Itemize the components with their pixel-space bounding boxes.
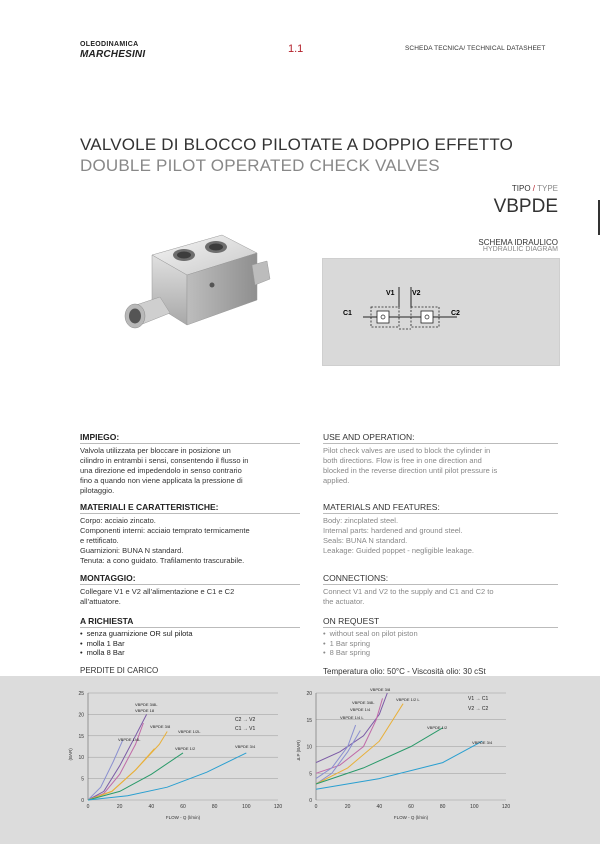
oil-temperature-it: Temperatura olio: 50°C - Viscosità olio: 30 cSt	[323, 666, 486, 676]
section-richiesta-heading: A RICHIESTA	[80, 616, 134, 626]
series-line	[316, 725, 356, 779]
divider	[80, 627, 300, 628]
series-line	[316, 728, 443, 784]
type-label-en: TYPE	[537, 184, 558, 193]
divider	[323, 627, 558, 628]
title-italian: VALVOLE DI BLOCCO PILOTATE A DOPPIO EFFETTO	[80, 135, 514, 154]
series-label: VBPDE 3/8L	[352, 700, 375, 705]
port-v1: V1	[386, 290, 395, 297]
type-label-it: TIPO	[511, 184, 531, 193]
y-tick-label: 15	[306, 717, 312, 724]
x-tick-label: 120	[501, 804, 511, 810]
text-line: Tenuta: a cono guidato. Trafilamento trascurabile.	[80, 556, 245, 565]
model-code: VBPDE	[493, 196, 558, 217]
series-label: VBPDE 3/8	[150, 724, 171, 729]
right-column	[323, 432, 558, 688]
valve-product-image	[112, 215, 272, 365]
section-use-heading: USE AND OPERATION:	[323, 432, 415, 442]
x-tick-label: 60	[408, 804, 414, 810]
series-label: VBPDE 1/2	[175, 746, 196, 751]
y-tick-label: 25	[78, 691, 84, 697]
text-line: applied.	[323, 476, 350, 485]
section-use-body	[323, 446, 558, 486]
text-line: Body: zincplated steel.	[323, 516, 399, 525]
series-label: VBPDE 1/4	[350, 707, 371, 712]
y-axis-label: Δ P (BAR)	[296, 740, 301, 761]
text-line: Guarnizioni: BUNA N standard.	[80, 546, 184, 555]
x-tick-label: 80	[211, 804, 218, 810]
text-line: both directions. Flow is free in one direction and	[323, 456, 482, 465]
list-item: • molla 8 Bar	[80, 648, 300, 658]
port-c1: C1	[343, 310, 352, 317]
text-line: Seals: BUNA N standard.	[323, 536, 408, 545]
x-tick-label: 20	[344, 804, 351, 810]
list-item: • 8 Bar spring	[323, 648, 558, 658]
x-tick-label: 40	[376, 804, 383, 810]
section-impiego-body	[80, 446, 300, 496]
list-item: • senza guarnizione OR sul pilota	[80, 629, 300, 639]
series-label: VBPDE 1/2L	[178, 729, 201, 734]
brand-logo: MARCHESINI	[80, 49, 146, 60]
list-item: • molla 1 Bar	[80, 639, 300, 649]
list-item: • 1 Bar spring	[323, 639, 558, 649]
text-line: all’attuatore.	[80, 597, 121, 606]
text-line: fino a quando non viene applicata la pressione di	[80, 476, 243, 485]
legend-entry: C2 → V2	[235, 717, 256, 723]
x-axis-label: FLOW - Q (l/min)	[393, 815, 429, 820]
richiesta-list	[80, 629, 300, 658]
x-tick-label: 20	[116, 804, 123, 810]
port-v2: V2	[412, 290, 421, 297]
text-line: Collegare V1 e V2 all’alimentazione e C1 e C2	[80, 587, 235, 596]
x-tick-label: 40	[148, 804, 155, 810]
schema-title: SCHEMA IDRAULICO	[478, 238, 558, 247]
section-montaggio-heading: MONTAGGIO:	[80, 573, 136, 583]
x-tick-label: 100	[242, 804, 251, 810]
legend-entry: V1 → C1	[468, 696, 489, 702]
section-impiego-heading: IMPIEGO:	[80, 432, 120, 442]
series-line	[88, 753, 246, 800]
brand-top: OLEODINAMICA	[80, 41, 139, 48]
y-tick-label: 10	[78, 755, 84, 762]
text-line: Internal parts: hardened and ground steel.	[323, 526, 463, 535]
y-tick-label: 20	[78, 712, 84, 719]
divider	[323, 513, 558, 514]
pressure-drop-chart-right	[296, 676, 570, 836]
y-tick-label: 5	[81, 776, 84, 783]
section-materials-body	[323, 516, 558, 556]
series-label: VBPDE 3/8	[370, 687, 391, 692]
x-tick-label: 100	[470, 804, 479, 810]
type-label-slash: /	[532, 184, 536, 193]
x-tick-label: 60	[180, 804, 186, 810]
series-label: VBPDE 18	[135, 708, 155, 713]
divider	[80, 513, 300, 514]
text-line: Pilot check valves are used to block the cylinder in	[323, 446, 491, 455]
text-line: pilotaggio.	[80, 486, 115, 495]
section-request-heading: ON REQUEST	[323, 616, 380, 626]
section-connections-body	[323, 587, 558, 607]
y-tick-label: 20	[306, 691, 312, 697]
y-axis-label: (BAR)	[68, 748, 73, 761]
y-tick-label: 0	[309, 798, 312, 804]
hydraulic-schematic	[323, 259, 559, 365]
text-line: una direzione ed impedendolo in senso contrario	[80, 466, 242, 475]
series-label: VBPDE 3/8L	[135, 702, 158, 707]
section-materials-heading: MATERIALS AND FEATURES:	[323, 502, 440, 512]
x-tick-label: 80	[439, 804, 446, 810]
x-tick-label: 0	[86, 804, 90, 810]
series-label: VBPDE 1/2	[427, 725, 448, 730]
y-tick-label: 5	[309, 771, 312, 778]
text-line: Leakage: Guided poppet - negligible leakage.	[323, 546, 474, 555]
text-line: e rettificato.	[80, 536, 119, 545]
text-line: Componenti interni: acciaio temprato termicamente	[80, 526, 250, 535]
text-line: blocked in the reverse direction until pilot pressure is	[323, 466, 498, 475]
list-item: • without seal on pilot piston	[323, 629, 558, 639]
title-english: DOUBLE PILOT OPERATED CHECK VALVES	[80, 156, 440, 175]
section-montaggio-body	[80, 587, 300, 607]
x-tick-label: 120	[273, 804, 283, 810]
hydraulic-diagram	[322, 258, 560, 366]
series-label: VBPDE 3/4	[235, 744, 256, 749]
page-number: 1.1	[288, 43, 304, 55]
y-tick-label: 0	[81, 798, 84, 804]
divider	[80, 443, 300, 444]
y-tick-label: 10	[306, 744, 312, 751]
sheet-label: SCHEDA TECNICA/ TECHNICAL DATASHEET	[405, 45, 546, 52]
section-connections-heading: CONNECTIONS:	[323, 573, 389, 583]
y-tick-label: 15	[78, 733, 84, 740]
section-materiali-body	[80, 516, 300, 566]
divider	[323, 443, 558, 444]
series-label: VBPDE 1/4L	[118, 737, 141, 742]
divider	[323, 584, 558, 585]
text-line: cilindro in entrambi i sensi, consentendo il flusso in	[80, 456, 249, 465]
legend-entry: C1 → V1	[235, 726, 256, 732]
request-list	[323, 629, 558, 658]
divider	[80, 584, 300, 585]
text-line: the actuator.	[323, 597, 365, 606]
series-label: VBPDE 1/2 L	[396, 697, 420, 702]
pressure-drop-heading: PERDITE DI CARICO	[80, 665, 159, 675]
section-materiali-heading: MATERIALI E CARATTERISTICHE:	[80, 502, 219, 512]
series-line	[88, 753, 183, 800]
series-label: VBPDE 1/4 L	[340, 715, 364, 720]
text-line: Corpo: acciaio zincato.	[80, 516, 156, 525]
schema-subtitle: HYDRAULIC DIAGRAM	[482, 246, 558, 253]
series-label: VBPDE 3/4	[472, 740, 493, 745]
left-column	[80, 432, 300, 687]
type-label	[512, 184, 558, 193]
text-line: Valvola utilizzata per bloccare in posizione un	[80, 446, 231, 455]
pressure-drop-chart-left	[40, 676, 295, 836]
text-line: Connect V1 and V2 to the supply and C1 and C2 to	[323, 587, 494, 596]
series-line	[316, 741, 482, 789]
port-c2: C2	[451, 310, 460, 317]
x-tick-label: 0	[314, 804, 318, 810]
legend-entry: V2 → C2	[468, 706, 489, 712]
x-axis-label: FLOW - Q (l/min)	[165, 815, 201, 820]
